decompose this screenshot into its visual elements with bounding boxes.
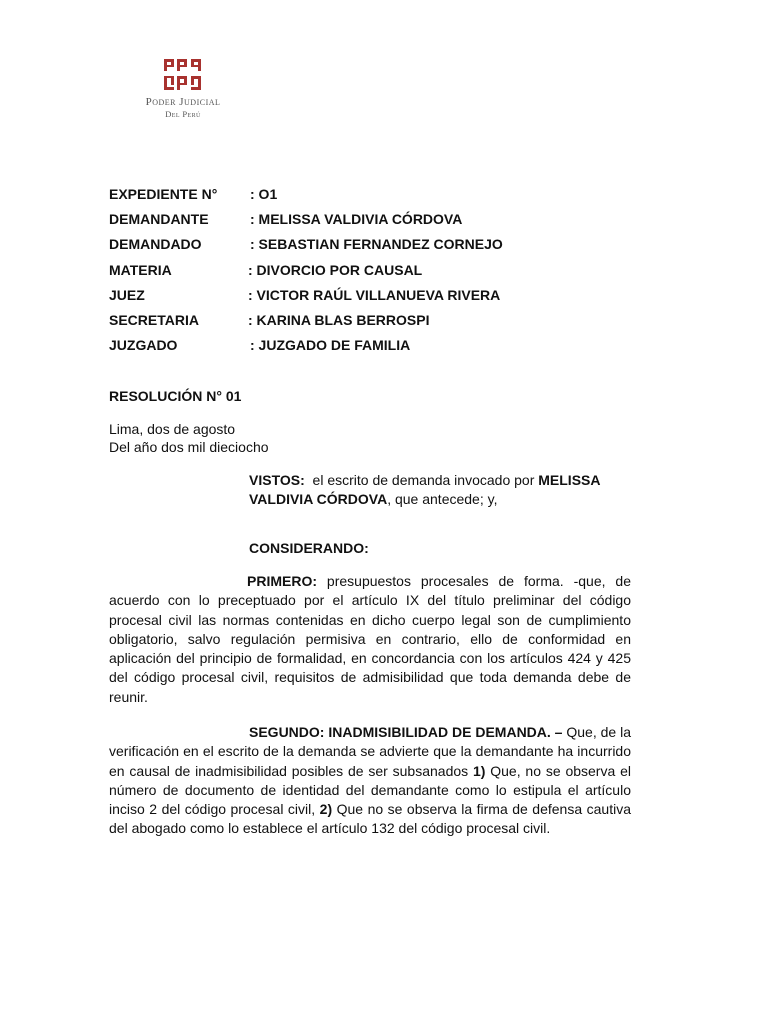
logo-line-1: Poder Judicial xyxy=(145,96,221,108)
vistos-text-2: , que antecede; y, xyxy=(387,491,498,507)
segundo-text-2: Que, no se observa el número de documento de identidad del demandante como lo estipula el artículo inciso 2 del código procesal civil, xyxy=(109,762,631,818)
field-demandado xyxy=(109,234,669,259)
segundo-text-3: Que no se observa la firma de defensa cautiva del abogado como lo establece el artículo 132 del código procesal civil. xyxy=(109,801,631,837)
vistos-paragraph xyxy=(249,471,649,509)
field-label: MATERIA xyxy=(109,261,172,278)
primero-text: presupuestos procesales de forma. -que, de acuerdo con lo preceptuado por el artículo IX del título preliminar del código procesal civil las normas contenidas en dicho cuerpo legal son de cumplimiento obligatorio, salvo regulación permisiva en contrario, ello de conformidad en aplicación del principio de formalidad, en concordancia con los artículos 424 y 425 del código procesal civil, requisitos de admisibilidad que toda demanda debe de reunir. xyxy=(109,573,631,705)
logo-line-2: Del Perú xyxy=(165,109,201,119)
segundo-paragraph xyxy=(109,723,631,839)
poder-judicial-emblem-icon xyxy=(163,58,203,92)
vistos-text-1: el escrito de demanda invocado por xyxy=(304,472,539,488)
field-secretaria xyxy=(109,310,669,335)
date-line-2: Del año dos mil dieciocho xyxy=(109,439,269,455)
field-value: : KARINA BLAS BERROSPI xyxy=(248,311,430,328)
resolution-title: RESOLUCIÓN N° 01 xyxy=(109,388,242,404)
date-block xyxy=(109,420,269,456)
field-label: DEMANDANTE xyxy=(109,211,209,228)
segundo-label: SEGUNDO: INADMISIBILIDAD DE DEMANDA. – xyxy=(249,724,563,740)
field-value: : MELISSA VALDIVIA CÓRDOVA xyxy=(250,211,463,228)
case-header xyxy=(109,184,669,360)
field-label: EXPEDIENTE N° xyxy=(109,186,218,202)
field-value: : SEBASTIAN FERNANDEZ CORNEJO xyxy=(250,236,503,253)
field-juzgado xyxy=(109,335,669,360)
field-value: : O1 xyxy=(250,186,278,202)
vistos-label: VISTOS: xyxy=(249,472,305,488)
poder-judicial-logo xyxy=(128,58,238,119)
field-demandante xyxy=(109,209,669,234)
primero-label: PRIMERO: xyxy=(247,573,317,589)
primero-paragraph xyxy=(109,572,631,707)
field-label: JUEZ xyxy=(109,286,145,303)
field-value: : JUZGADO DE FAMILIA xyxy=(250,337,411,354)
field-label: JUZGADO xyxy=(109,337,178,354)
field-value: : DIVORCIO POR CAUSAL xyxy=(248,261,423,278)
field-label: SECRETARIA xyxy=(109,311,199,328)
field-juez xyxy=(109,285,669,310)
field-value: : VICTOR RAÚL VILLANUEVA RIVERA xyxy=(248,286,501,303)
segundo-mark-1: 1) xyxy=(472,762,486,779)
segundo-mark-2: 2) xyxy=(319,801,333,818)
segundo-text-1: Que, de la verificación en el escrito de la demanda se advierte que la demandante ha incurrido en causal de inadmisibilidad posibles de ser subsanados xyxy=(109,724,631,779)
vistos-name: MELISSA VALDIVIA CÓRDOVA xyxy=(249,472,600,507)
field-materia xyxy=(109,260,669,285)
field-expediente xyxy=(109,184,669,209)
considerando-heading: CONSIDERANDO: xyxy=(249,540,369,556)
date-line-1: Lima, dos de agosto xyxy=(109,421,236,437)
field-label: DEMANDADO xyxy=(109,236,202,253)
